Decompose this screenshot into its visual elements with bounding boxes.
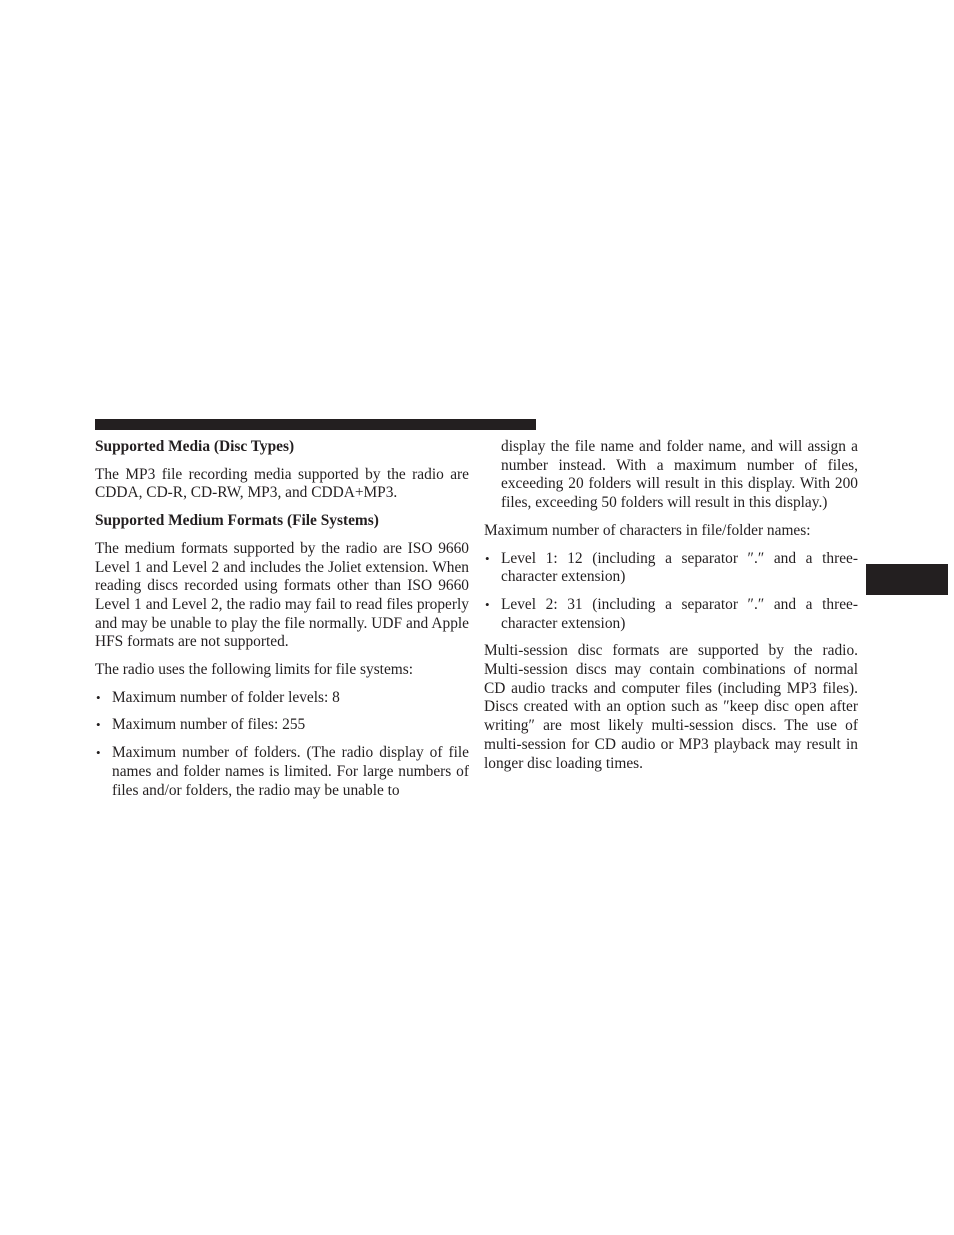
list-item: • Maximum number of folders. (The radio display of file names and folder names is limited. For large numbers of files and/or folders, the radio may be unable to bbox=[95, 744, 469, 800]
paragraph-supported-formats: The medium formats supported by the radio are ISO 9660 Level 1 and Level 2 and includes the Joliet extension. When reading discs recorded using formats other than ISO 9660 Level 1 and Level 2, the radio may fail to read files properly and may be unable to play the file normally. UDF and Apple HFS formats are not supported. bbox=[95, 539, 469, 651]
paragraph-multi-session: Multi-session disc formats are supported by the radio. Multi-session discs may contain combinations of normal CD audio tracks and computer files (including MP3 files). Discs created with an option such as ″keep disc open after writing″ are most likely multi-session discs. The use of multi-session for CD audio or MP3 playback may result in longer disc loading times. bbox=[484, 642, 858, 772]
paragraph-supported-media: The MP3 file recording media supported by the radio are CDDA, CD-R, CD-RW, MP3, and CDDA+MP3. bbox=[95, 465, 469, 502]
right-column bbox=[484, 438, 858, 782]
list-item: • Level 1: 12 (including a separator ″.″ and a three-character extension) bbox=[484, 550, 858, 587]
characters-list bbox=[484, 550, 858, 634]
heading-supported-formats: Supported Medium Formats (File Systems) bbox=[95, 512, 379, 530]
limits-list bbox=[95, 689, 469, 801]
section-rule bbox=[95, 419, 536, 430]
left-column bbox=[95, 438, 469, 809]
list-item-continuation: display the file name and folder name, and will assign a number instead. With a maximum number of files, exceeding 20 folders will result in this display. With 200 files, exceeding 50 folders will result in this display.) bbox=[501, 438, 858, 512]
paragraph-max-characters: Maximum number of characters in file/folder names: bbox=[484, 521, 811, 539]
paragraph-file-system-limits: The radio uses the following limits for file systems: bbox=[95, 661, 414, 679]
list-item: • Maximum number of folder levels: 8 bbox=[95, 689, 469, 708]
heading-supported-media: Supported Media (Disc Types) bbox=[95, 438, 295, 455]
list-item: • Maximum number of files: 255 bbox=[95, 716, 469, 735]
list-item: • Level 2: 31 (including a separator ″.″ and a three-character extension) bbox=[484, 596, 858, 633]
chapter-tab bbox=[866, 564, 948, 595]
